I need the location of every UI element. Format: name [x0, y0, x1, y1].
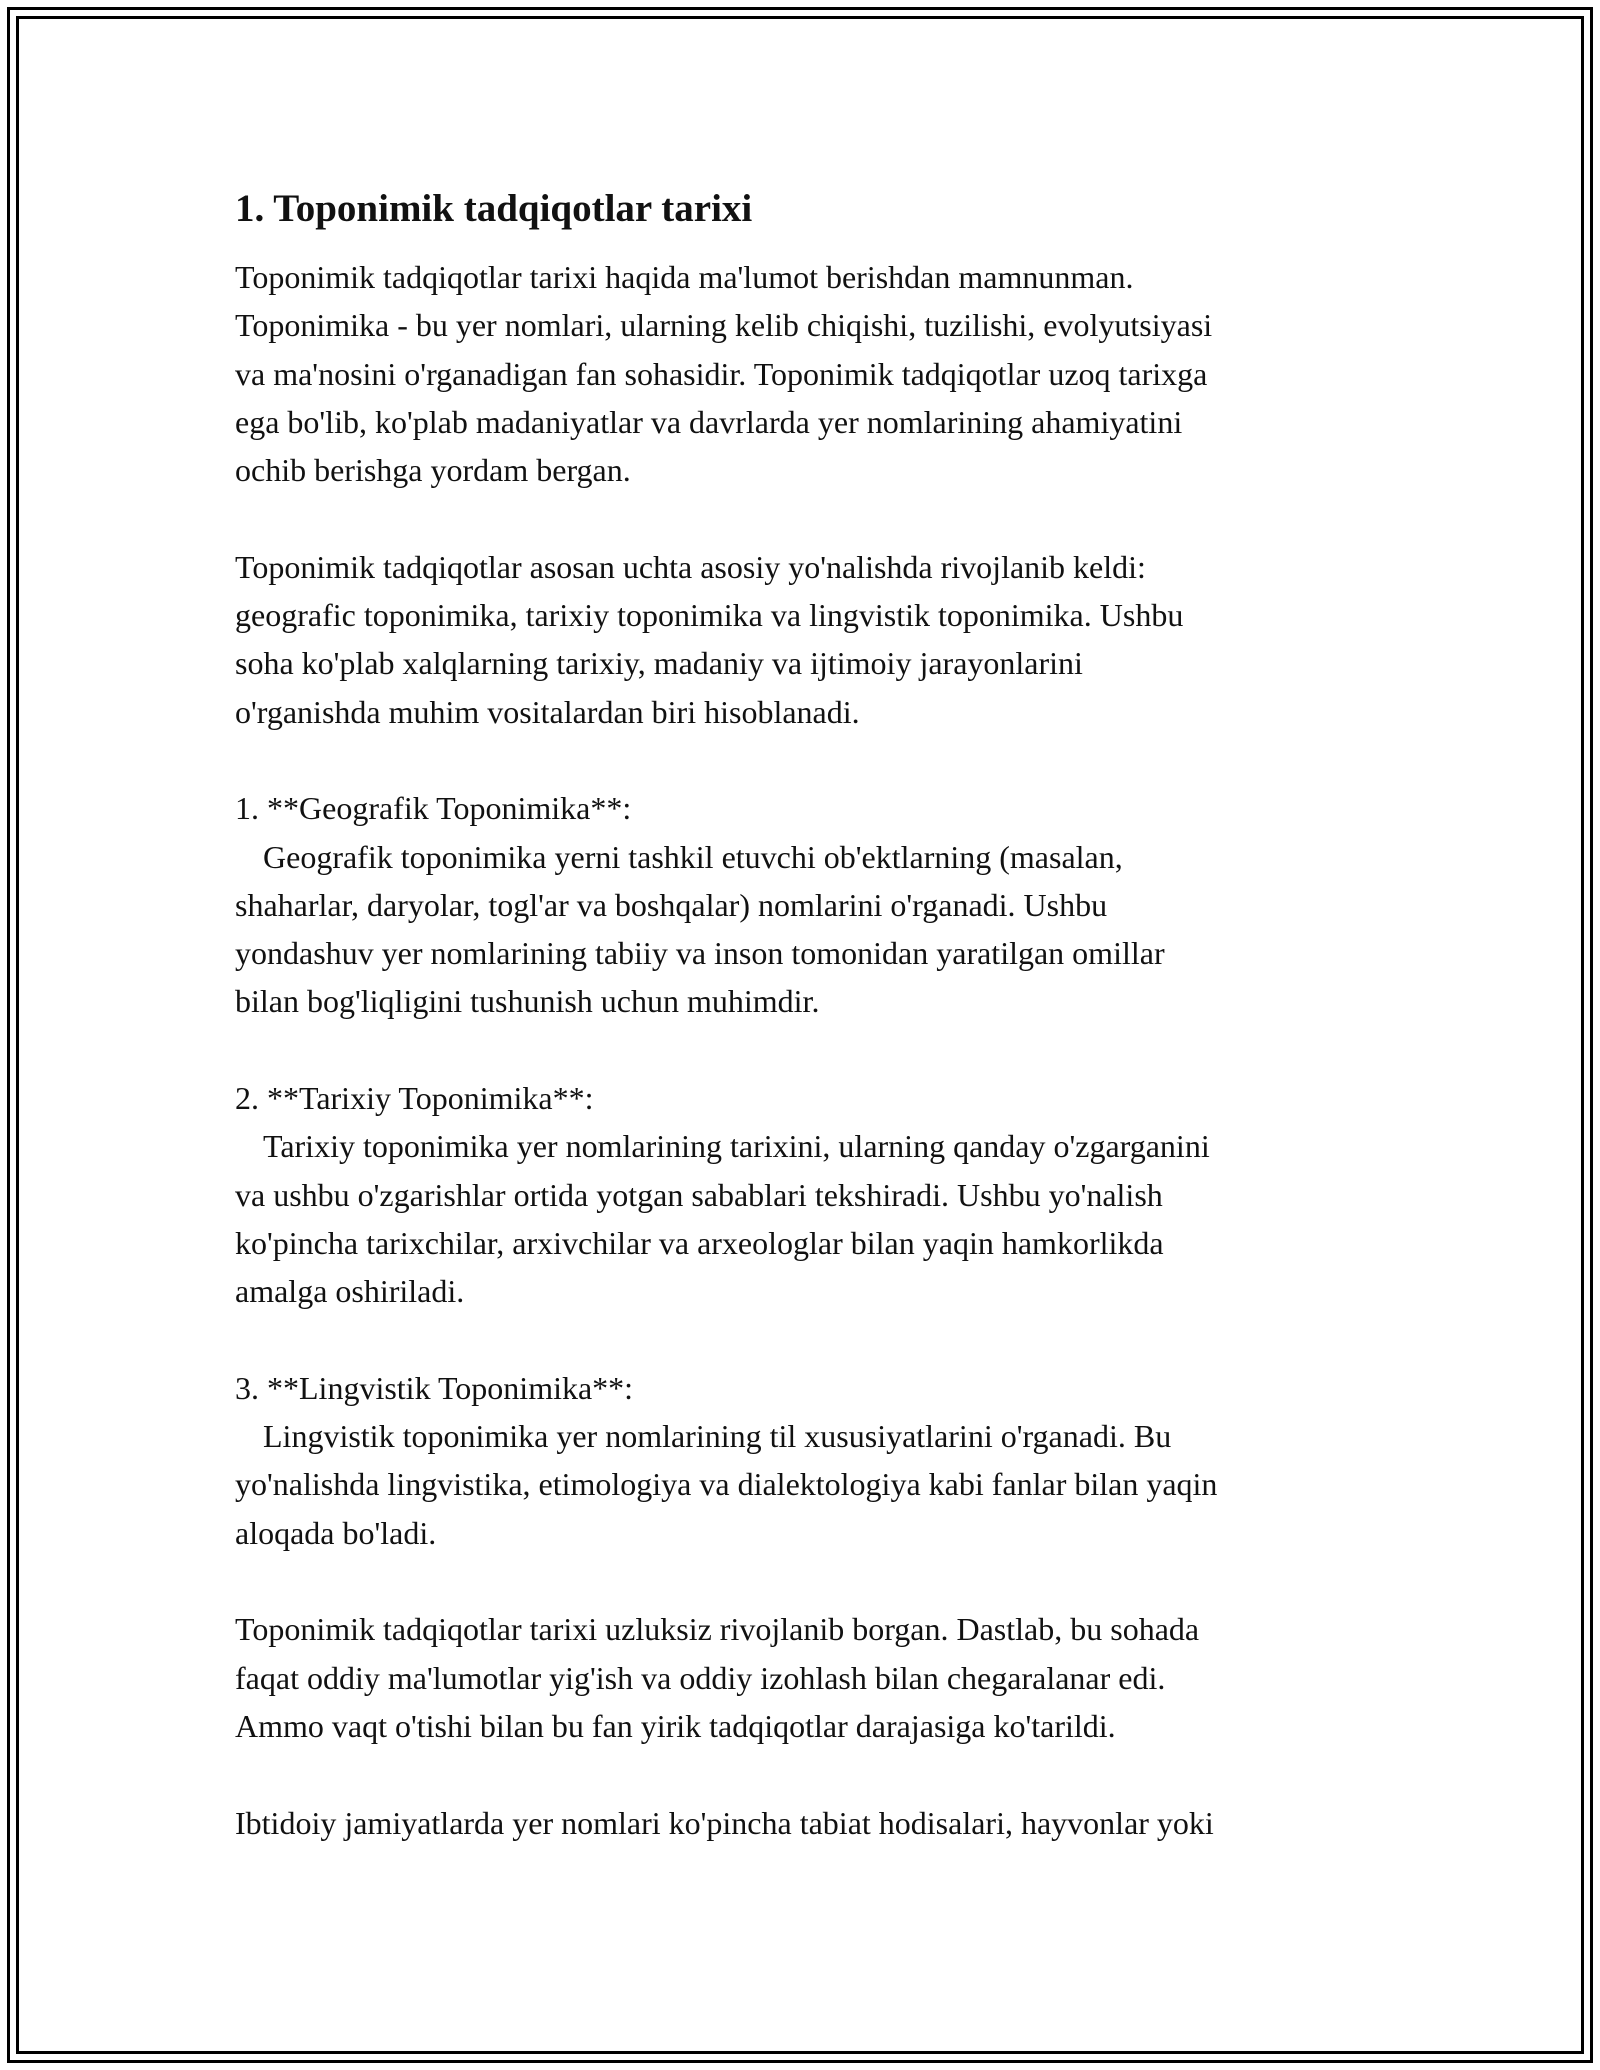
paragraph-intro-2: Toponimik tadqiqotlar asosan uchta asosiy yo'nalishda rivojlanib keldi: geografic toponimika, tarixiy toponimika va lingvistik toponimika. Ushbu soha ko'plab xalqlarning tarixiy, madaniy va ijtimoiy jarayonlarini o'rganishda muhim vositalardan biri hisoblanadi. [235, 548, 1184, 730]
list-item-tarixiy [235, 1074, 1375, 1315]
list-item-lingvistik [235, 1364, 1375, 1557]
paragraph-closing-1: Toponimik tadqiqotlar tarixi uzluksiz rivojlanib borgan. Dastlab, bu sohada faqat oddiy ma'lumotlar yig'ish va oddiy izohlash bilan chegaralanar edi. Ammo vaqt o'tishi bilan bu fan yirik tadqiqotlar darajasiga ko'tarildi. [235, 1611, 1200, 1744]
list-item-geografik [235, 784, 1375, 1025]
list-item-heading: 1. **Geografik Toponimika**: [235, 790, 632, 827]
list-item-heading: 3. **Lingvistik Toponimika**: [235, 1369, 634, 1406]
list-item-text: Lingvistik toponimika yer nomlarining til xususiyatlarini o'rganadi. Bu yo'nalishda lingvistika, etimologiya va dialektologiya kabi fanlar bilan yaqin aloqada bo'ladi. [235, 1418, 1218, 1551]
list-item-text: Geografik toponimika yerni tashkil etuvchi ob'ektlarning (masalan, shaharlar, daryolar, togl'ar va boshqalar) nomlarini o'rganadi. Ushbu yondashuv yer nomlarining tabiiy va inson tomonidan yaratilgan omillar bilan bog'liqligini tushunish uchun muhimdir. [235, 838, 1165, 1020]
paragraph-intro-1: Toponimik tadqiqotlar tarixi haqida ma'lumot berishdan mamnunman. Toponimika - bu yer nomlari, ularning kelib chiqishi, tuzilishi, evolyutsiyasi va ma'nosini o'rganadigan fan sohasidir. Toponimik tadqiqotlar uzoq tarixga ega bo'lib, ko'plab madaniyatlar va davrlarda yer nomlarining ahamiyatini ochib berishga yordam bergan. [235, 259, 1213, 489]
list-item-heading: 2. **Tarixiy Toponimika**: [235, 1080, 594, 1117]
document-body [235, 185, 1375, 1895]
section-title: 1. Toponimik tadqiqotlar tarixi [235, 187, 753, 230]
list-item-text: Tarixiy toponimika yer nomlarining tarixini, ularning qanday o'zgarganini va ushbu o'zgarishlar ortida yotgan sabablari tekshiradi. Ushbu yo'nalish ko'pincha tarixchilar, arxivchilar va arxeologlar bilan yaqin hamkorlikda amalga oshiriladi. [235, 1128, 1210, 1310]
paragraph-closing-2: Ibtidoiy jamiyatlarda yer nomlari ko'pincha tabiat hodisalari, hayvonlar yoki [235, 1804, 1214, 1841]
